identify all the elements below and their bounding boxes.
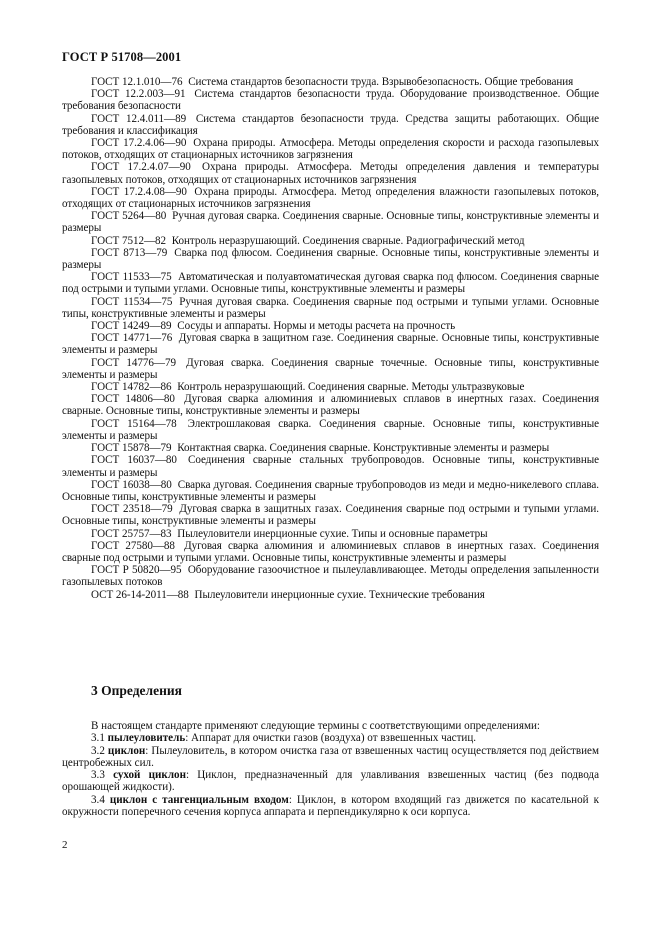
reference-item [62, 210, 599, 234]
reference-item [62, 418, 599, 442]
reference-item [62, 528, 599, 540]
reference-title: Система стандартов безопасности труда. Средства защиты работающих. Общие требования и классификация [62, 112, 599, 137]
definition-item [62, 745, 599, 770]
reference-item [62, 357, 599, 381]
definition-item [62, 794, 599, 819]
definition-text: : Циклон, в котором входящий газ движется по касательной к окружности поперечного сечения корпуса аппарата и перпендикулярно к оси корпуса. [62, 793, 599, 819]
reference-title: Система стандартов безопасности труда. Оборудование производственное. Общие требования безопасности [62, 88, 599, 113]
reference-code: ГОСТ Р 50820—95 [91, 564, 182, 577]
reference-item [62, 247, 599, 271]
definition-text: : Пылеуловитель, в котором очистка газа от взвешенных частиц осуществляется под действием центробежных сил. [62, 744, 599, 769]
reference-code: ГОСТ 14249—89 [91, 320, 172, 333]
reference-item [62, 320, 599, 332]
section-title: 3 Определения [91, 683, 182, 698]
reference-title: Ручная дуговая сварка. Соединения сварные. Основные типы, конструктивные элементы и размеры [62, 210, 599, 235]
reference-code: ОСТ 26-14-2011—88 [91, 588, 189, 601]
reference-title: Охрана природы. Атмосфера. Методы определения скорости и расхода газопылевых потоков, отходящих от стационарных источников загрязнения [62, 137, 599, 162]
reference-title: Дуговая сварка. Соединения сварные точечные. Основные типы, конструктивные элементы и размеры [62, 356, 599, 381]
reference-code: ГОСТ 12.1.010—76 [91, 76, 183, 88]
reference-item [62, 271, 599, 295]
reference-title: Соединения сварные стальных трубопроводов. Основные типы, конструктивные элементы и размеры [62, 454, 599, 479]
reference-code: ГОСТ 14782—86 [91, 381, 172, 394]
reference-code: ГОСТ 7512—82 [91, 234, 167, 247]
definition-number: 3.1 [91, 732, 105, 745]
reference-item [62, 76, 599, 88]
reference-title: Автоматическая и полуавтоматическая дуговая сварка под флюсом. Соединения сварные под острыми и тупыми углами. Основные типы, конструктивные элементы и размеры [62, 271, 600, 296]
reference-title: Пылеуловители инерционные сухие. Типы и основные параметры [177, 527, 488, 540]
reference-code: ГОСТ 14771—76 [91, 332, 173, 345]
definition-term: сухой циклон [113, 769, 186, 782]
reference-title: Дуговая сварка в защитных газах. Соединения сварные под острыми и тупыми углами. Основные типы, конструктивные элементы и размеры [62, 503, 599, 528]
page-number: 2 [62, 839, 68, 851]
reference-code: ГОСТ 27580—88 [91, 539, 175, 552]
reference-code: ГОСТ 8713—79 [91, 246, 168, 259]
reference-item [62, 332, 599, 356]
reference-item [62, 161, 599, 185]
normative-references-list [62, 76, 599, 601]
definition-term: циклон [107, 744, 146, 757]
reference-title: Контроль неразрушающий. Соединения сварные. Радиографический метод [171, 234, 525, 247]
reference-title: Контактная сварка. Соединения сварные. Конструктивные элементы и размеры [177, 442, 550, 455]
reference-code: ГОСТ 23518—79 [91, 503, 173, 516]
reference-item [62, 235, 599, 247]
reference-title: Дуговая сварка в защитном газе. Соединения сварные. Основные типы, конструктивные элементы и размеры [62, 332, 599, 357]
reference-code: ГОСТ 14776—79 [91, 356, 176, 369]
reference-code: ГОСТ 17.2.4.06—90 [91, 137, 187, 150]
reference-code: ГОСТ 11534—75 [91, 295, 173, 308]
reference-item [62, 137, 599, 161]
reference-code: ГОСТ 16037—80 [91, 454, 177, 467]
reference-code: ГОСТ 11533—75 [91, 271, 172, 284]
reference-item [62, 442, 599, 454]
reference-code: ГОСТ 15164—78 [91, 417, 177, 430]
reference-title: Контроль неразрушающий. Соединения сварные. Методы ультразвуковые [177, 381, 525, 394]
definitions-intro: В настоящем стандарте применяют следующие термины с соответствующими определениями: [91, 720, 540, 732]
definition-item [62, 769, 599, 794]
definitions-block [62, 720, 599, 818]
reference-code: ГОСТ 17.2.4.08—90 [91, 185, 187, 198]
reference-code: ГОСТ 12.4.011—89 [91, 112, 187, 125]
reference-item [62, 296, 599, 320]
reference-code: ГОСТ 12.2.003—91 [91, 88, 186, 101]
definition-text: : Аппарат для очистки газов (воздуха) от взвешенных частиц. [185, 732, 477, 745]
reference-item [62, 479, 599, 503]
reference-title: Система стандартов безопасности труда. Взрывобезопасность. Общие требования [188, 76, 574, 88]
reference-title: Сварка под флюсом. Соединения сварные. Основные типы, конструктивные элементы и размеры [62, 246, 599, 272]
reference-title: Электрошлаковая сварка. Соединения сварные. Основные типы, конструктивные элементы и размеры [62, 417, 599, 442]
definition-term: пылеуловитель [107, 732, 186, 745]
reference-code: ГОСТ 15878—79 [91, 442, 172, 455]
document-header: ГОСТ Р 51708—2001 [62, 50, 182, 64]
definition-item [62, 732, 599, 744]
reference-item [62, 564, 599, 588]
reference-title: Оборудование газоочистное и пылеулавливающее. Методы определения запыленности газопылевых потоков [62, 564, 599, 589]
reference-title: Сварка дуговая. Соединения сварные трубопроводов из меди и медно-никелевого сплава. Основные типы, конструктивные элементы и размеры [62, 478, 599, 503]
definition-text: : Циклон, предназначенный для улавливания взвешенных частиц (без подвода орошающей жидкости). [62, 769, 599, 794]
reference-code: ГОСТ 16038—80 [91, 478, 172, 491]
reference-item [62, 381, 599, 393]
reference-item [62, 186, 599, 210]
reference-title: Ручная дуговая сварка. Соединения сварные под острыми и тупыми углами. Основные типы, конструктивные элементы и размеры [62, 295, 600, 320]
definition-number: 3.2 [91, 744, 105, 757]
reference-code: ГОСТ 25757—83 [91, 527, 172, 540]
reference-title: Охрана природы. Атмосфера. Метод определения влажности газопылевых потоков, отходящих от стационарных источников загрязнения [62, 185, 599, 211]
reference-item [62, 503, 599, 527]
reference-item [62, 454, 599, 478]
reference-title: Сосуды и аппараты. Нормы и методы расчета на прочность [177, 320, 456, 333]
reference-item [62, 540, 599, 564]
reference-title: Дуговая сварка алюминия и алюминиевых сплавов в инертных газах. Соединения сварные. Основные типы, конструктивные элементы и размеры [62, 393, 599, 418]
definition-term: циклон с тангенциальным входом [109, 793, 289, 806]
reference-title: Дуговая сварка алюминия и алюминиевых сплавов в инертных газах. Соединения сварные под острыми и тупыми углами. Основные типы, конструктивные элементы и размеры [62, 539, 599, 564]
reference-code: ГОСТ 5264—80 [91, 210, 167, 223]
reference-item [62, 393, 599, 417]
reference-code: ГОСТ 17.2.4.07—90 [91, 161, 191, 174]
definition-number: 3.3 [91, 769, 105, 782]
reference-item [62, 589, 599, 601]
reference-code: ГОСТ 14806—80 [91, 393, 175, 406]
reference-item [62, 88, 599, 112]
definition-number: 3.4 [91, 793, 105, 806]
reference-title: Пылеуловители инерционные сухие. Технические требования [194, 588, 485, 601]
definitions-list [62, 732, 599, 818]
reference-title: Охрана природы. Атмосфера. Методы определения давления и температуры газопылевых потоков, отходящих от стационарных источников загрязнения [62, 161, 599, 186]
reference-item [62, 113, 599, 137]
